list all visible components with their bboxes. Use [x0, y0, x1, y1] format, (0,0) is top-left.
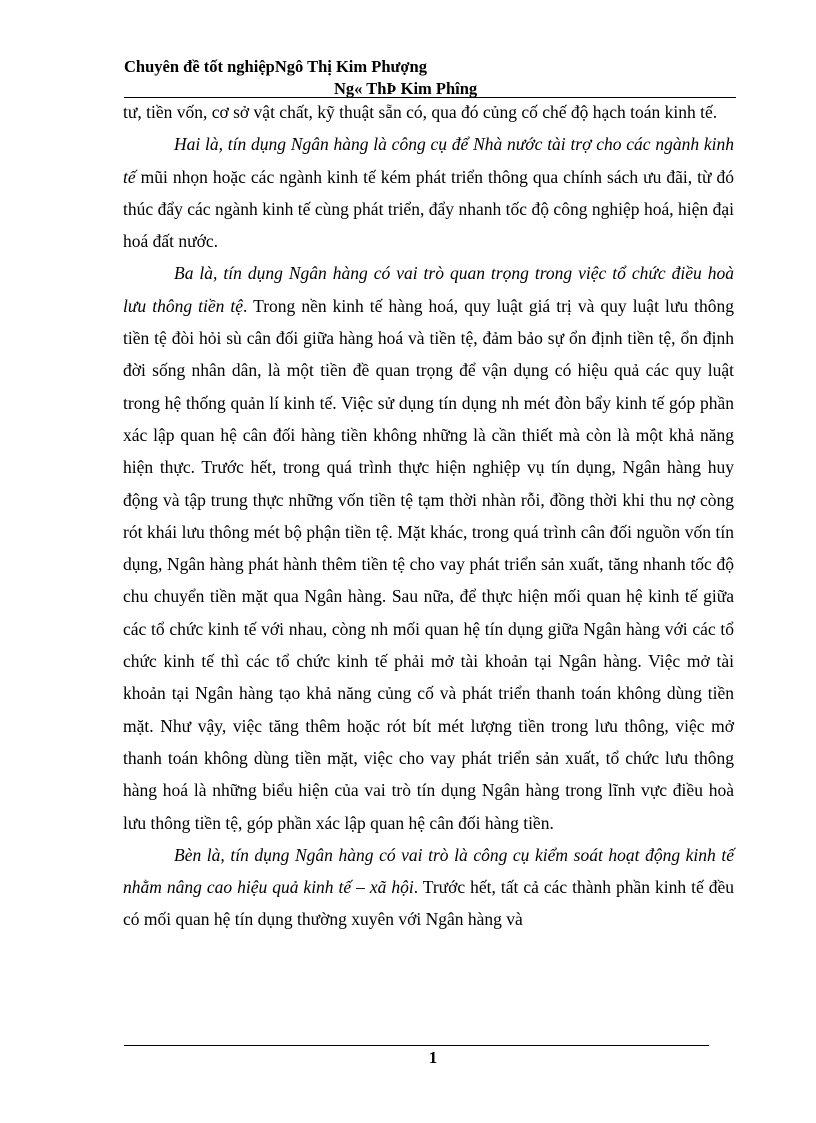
paragraph-lead: Ba là, tín dụng Ngân hàng có vai trò quan trọng trong việc tổ chức điều hoà lưu thông tiền tệ: [123, 263, 734, 316]
body-text: [123, 96, 734, 936]
header-title: Chuyên đề tốt nghiệpNgô Thị Kim Phượng: [124, 57, 427, 76]
header-author: Ng« ThÞ Kim Phîng: [334, 79, 478, 98]
paragraph-lead: Hai là, tín dụng Ngân hàng là công cụ để Nhà nước tài trợ cho các ngành kinh tế: [123, 134, 734, 187]
paragraph-text: mũi nhọn hoặc các ngành kinh tế kém phát triển thông qua chính sách ưu đãi, từ đó thúc đẩy các ngành kinh tế cùng phát triển, đẩy nhanh tốc độ công nghiệp hoá, hiện đại hoá đất nước.: [123, 166, 734, 252]
paragraph-text: . Trước hết, tất cả các thành phần kinh tế đều có mối quan hệ tín dụng thường xuyên với Ngân hàng và: [123, 877, 734, 930]
paragraph-text: tư, tiền vốn, cơ sở vật chất, kỹ thuật sẵn có, qua đó củng cố chế độ hạch toán kinh tế.: [123, 102, 718, 122]
paragraph-role-two: [123, 128, 734, 257]
footer-divider: [124, 1045, 709, 1046]
paragraph-role-three: [123, 257, 734, 838]
paragraph-role-four: [123, 839, 734, 936]
paragraph-text: . Trong nền kinh tế hàng hoá, quy luật giá trị và quy luật lưu thông tiền tệ đòi hỏi sù cân đối giữa hàng hoá và tiền tệ, đảm bảo sự ổn định tiền tệ, ổn định đời sống nhân dân, là một tiền đề quan trọng để vận dụng có hiệu quả các quy luật trong hệ thống quản lí kinh tế. Việc sử dụng tín dụng nh mét đòn bẩy kinh tế góp phần xác lập quan hệ cân đối hàng tiền không những là cần thiết mà còn là một khả năng hiện thực. Trước hết, trong quá trình thực hiện nghiệp vụ tín dụng, Ngân hàng huy động và tập trung thực những vốn tiền tệ tạm thời nhàn rỗi, đồng thời khi thu nợ còng rót khái lưu thông mét bộ phận tiền tệ. Mặt khác, trong quá trình cân đối nguồn vốn tín dụng, Ngân hàng phát hành thêm tiền tệ cho vay phát triển sản xuất, tăng nhanh tốc độ chu chuyển tiền mặt qua Ngân hàng. Sau nữa, để thực hiện mối quan hệ kinh tế giữa các tổ chức kinh tế với nhau, còng nh mối quan hệ tín dụng giữa Ngân hàng với các tổ chức kinh tế thì các tổ chức kinh tế phải mở tài khoản tại Ngân hàng. Việc mở tài khoản tại Ngân hàng tạo khả năng củng cố và phát triển thanh toán không dùng tiền mặt. Như vậy, việc tăng thêm hoặc rót bít mét lượng tiền trong lưu thông, việc mở thanh toán không dùng tiền mặt, việc cho vay phát triển sản xuất, tổ chức lưu thông hàng hoá là những biểu hiện của vai trò tín dụng Ngân hàng trong lĩnh vực điều hoà lưu thông tiền tệ, góp phần xác lập quan hệ cân đối hàng tiền.: [123, 295, 734, 833]
paragraph-lead: Bèn là, tín dụng Ngân hàng có vai trò là công cụ kiểm soát hoạt động kinh tế nhằm nâng cao hiệu quả kinh tế – xã hội: [123, 844, 734, 898]
page-header: [124, 56, 736, 100]
paragraph-continuation: [123, 96, 734, 128]
page-number: 1: [428, 1048, 438, 1067]
